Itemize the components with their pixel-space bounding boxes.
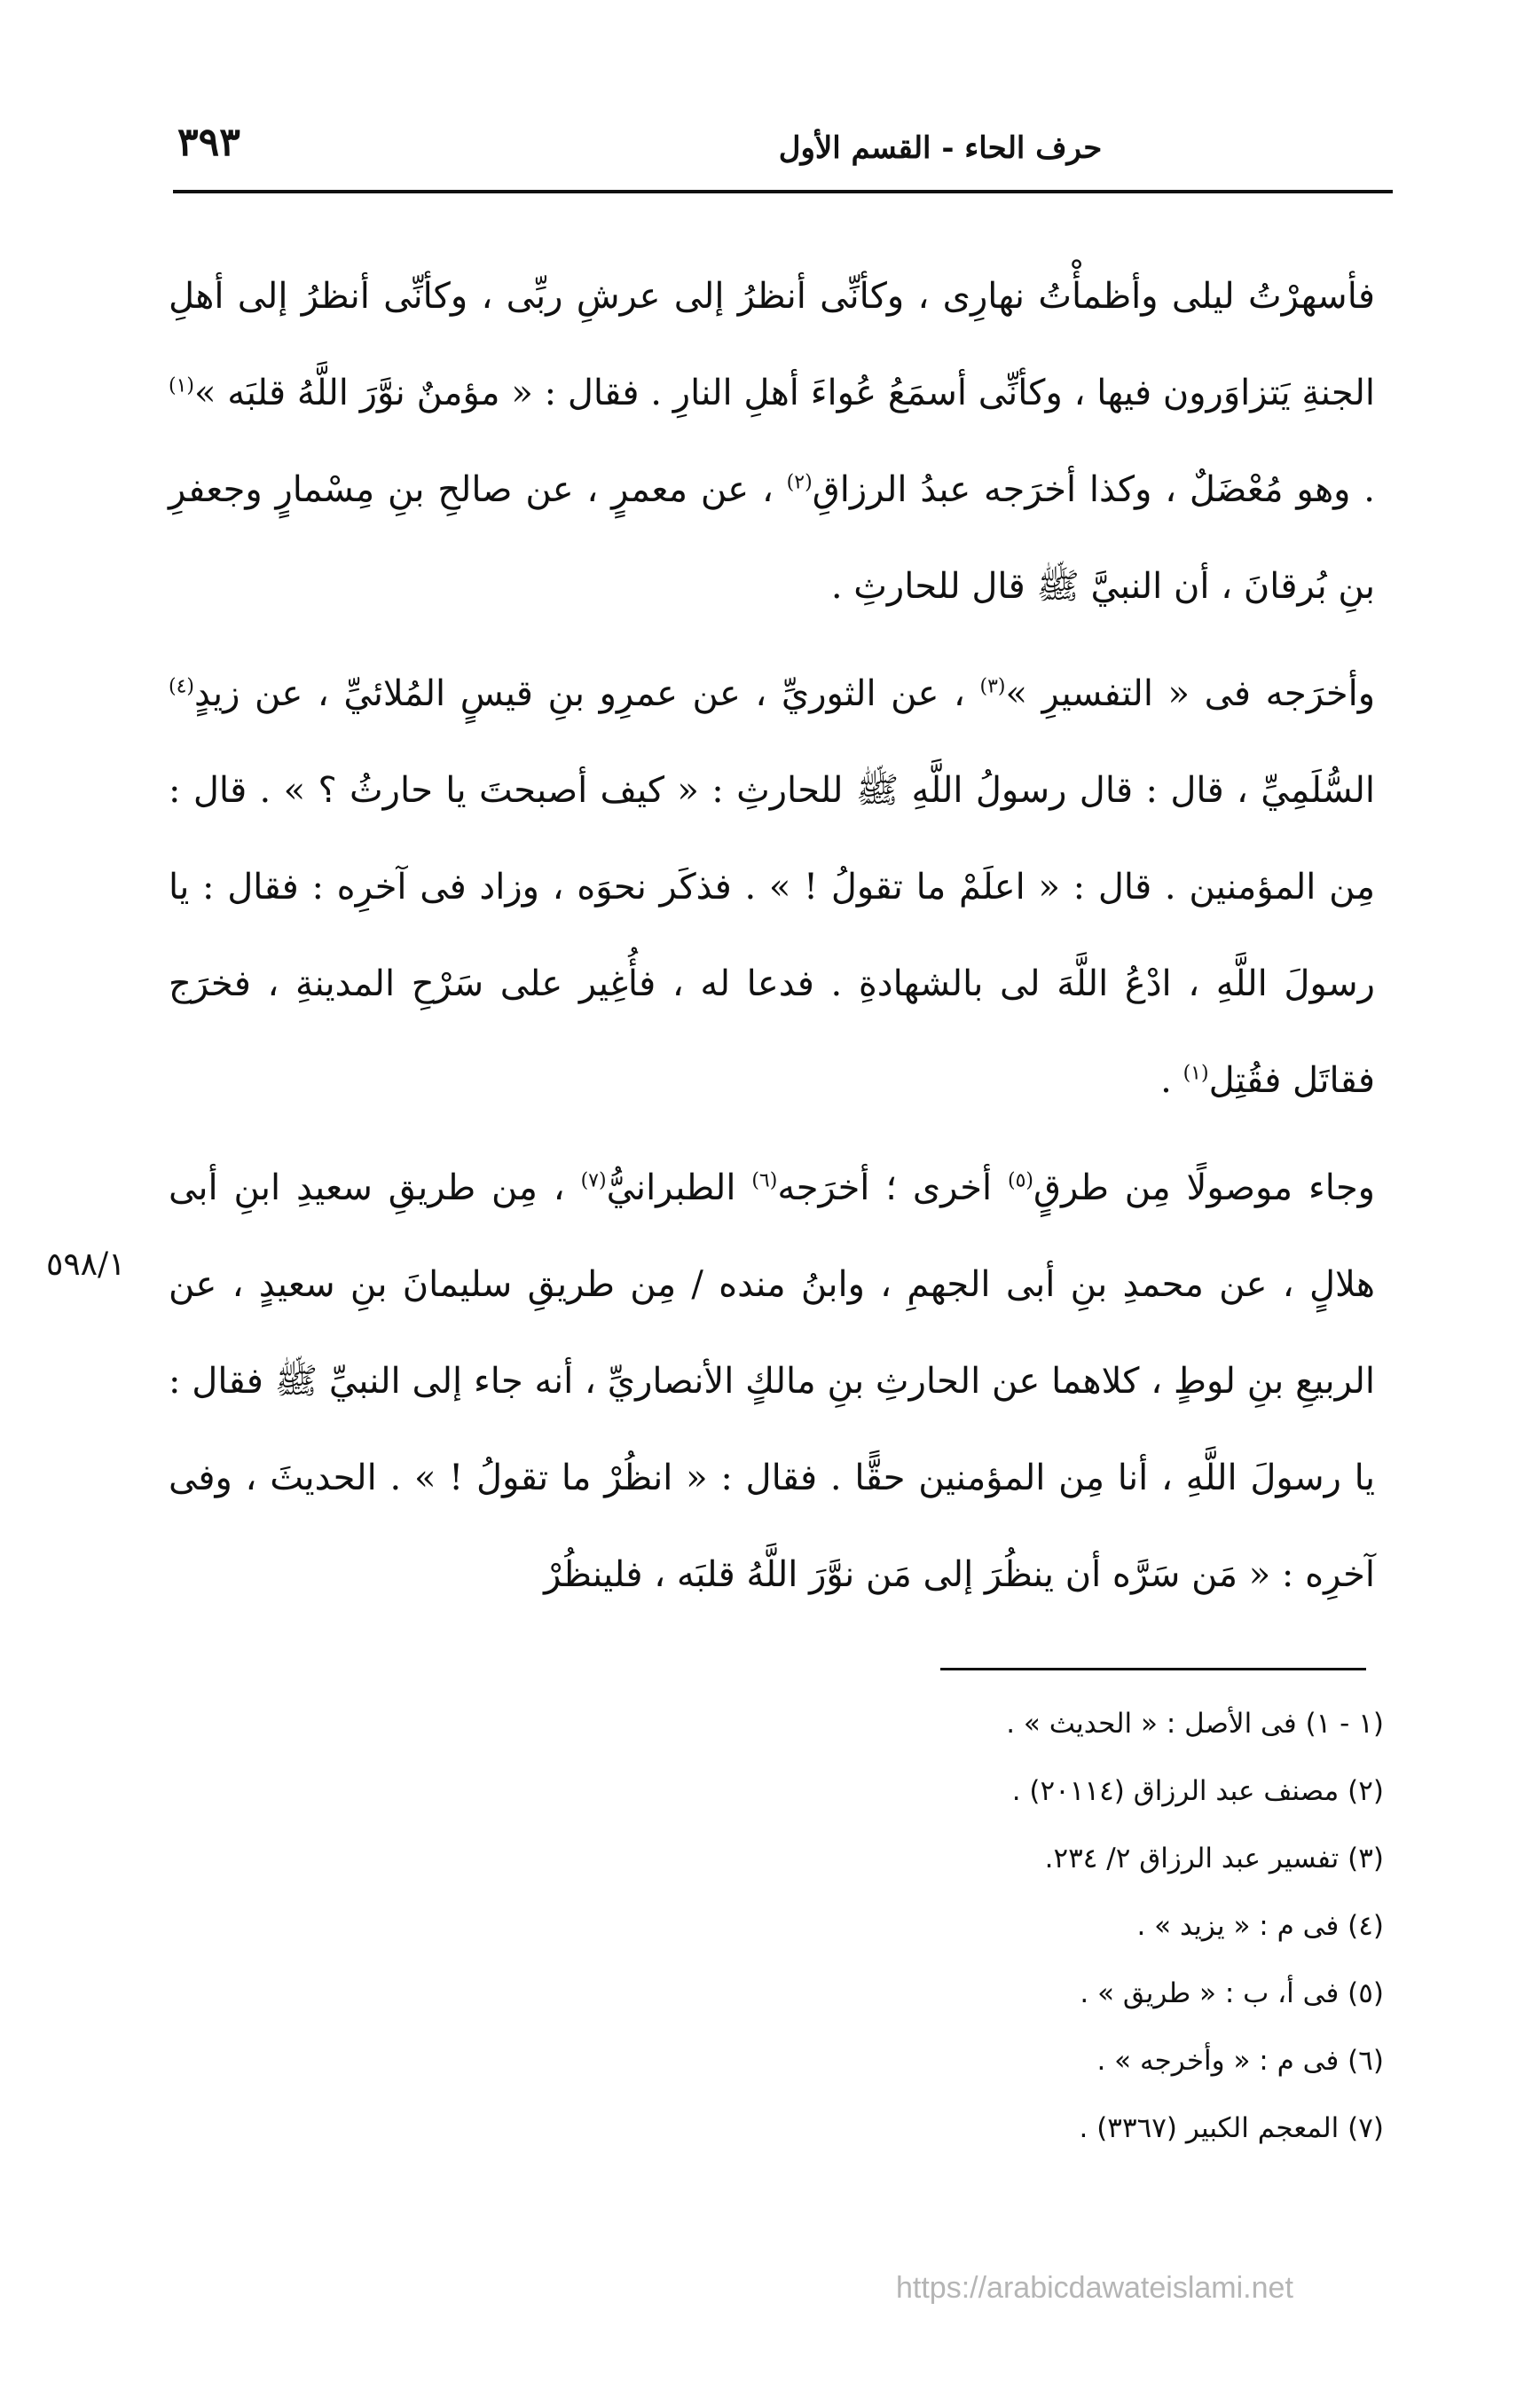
footnote: (٥) فى أ، ب : « طريق » . xyxy=(1080,1977,1384,2009)
paragraph-text: السُّلَمِيِّ ، قال : قال رسولُ اللَّهِ ﷺ للحارثِ : « كيف أصبحتَ يا حارثُ ؟ » . قال : مِن المؤمنين . قال : « اعلَمْ ما تقولُ ! » . فذكَر نحوَه ، وزاد فى آخرِه : فقال : يا رسولَ اللَّهِ ، ادْعُ اللَّهَ لى بالشهادةِ . فدعا له ، فأُغِير على سَرْحِ المدينةِ ، فخرَج فقاتَل فقُتِل xyxy=(169,770,1375,1101)
watermark-url: https://arabicdawateislami.net xyxy=(896,2271,1293,2305)
footnote: (٦) فى م : « وأخرجه » . xyxy=(1096,2045,1384,2077)
paragraph-text: . xyxy=(1160,1060,1183,1101)
paragraph-text: أخرى ؛ أخرَجه xyxy=(777,1167,1008,1208)
page-number: ٣٩٣ xyxy=(177,120,240,165)
footnote: (٧) المعجم الكبير (٣٣٦٧) . xyxy=(1079,2112,1384,2144)
footnote: (١ - ١) فى الأصل : « الحديث » . xyxy=(1006,1708,1384,1740)
paragraph-text: فأسهرْتُ ليلى وأظمأْتُ نهارِى ، وكأنِّى أنظرُ إلى عرشِ ربِّى ، وكأنِّى أنظرُ إلى أهلِ الجنةِ يَتزاوَرون فيها ، وكأنِّى أسمَعُ عُواءَ أهلِ النارِ . فقال : « مؤمنٌ نوَّرَ اللَّهُ قلبَه » xyxy=(169,276,1375,413)
footnote: (٣) تفسير عبد الرزاق ٢/ ٢٣٤. xyxy=(1044,1843,1384,1874)
footnote: (٤) فى م : « يزيد » . xyxy=(1136,1910,1384,1942)
footnotes xyxy=(710,1690,1384,2162)
header-rule xyxy=(173,190,1393,193)
footnote-marker: (٧) xyxy=(580,1169,607,1192)
footnote-marker: (٢) xyxy=(786,471,813,494)
paragraph xyxy=(169,1140,1375,1623)
footnote-marker: (١) xyxy=(1182,1062,1209,1085)
footnote-rule xyxy=(940,1668,1366,1670)
footnote-marker: (١) xyxy=(169,374,195,397)
footnote: (٢) مصنف عبد الرزاق (٢٠١١٤) . xyxy=(1011,1775,1384,1807)
footnote-marker: (٥) xyxy=(1007,1169,1033,1192)
running-title: حرف الحاء - القسم الأول xyxy=(778,130,1103,166)
footnote-marker: (٦) xyxy=(751,1169,778,1192)
paragraph-text: ، مِن طريقِ سعيدِ ابنِ أبى هلالٍ ، عن محمدِ بنِ أبى الجهمِ ، وابنُ منده / مِن طريقِ سليمانَ بنِ سعيدٍ ، عن الربيعِ بنِ لوطٍ ، كلاهما عن الحارثِ بنِ مالكٍ الأنصاريِّ ، أنه جاء إلى النبيِّ ﷺ فقال : يا رسولَ اللَّهِ ، أنا مِن المؤمنين حقًّا . فقال : « انظُرْ ما تقولُ ! » . الحديثَ ، وفى آخرِه : « مَن سَرَّه أن ينظُرَ إلى مَن نوَّرَ اللَّهُ قلبَه ، فلينظُرْ xyxy=(169,1167,1375,1595)
paragraph-text: . وهو مُعْضَلٌ ، وكذا أخرَجه عبدُ الرزاقِ xyxy=(812,469,1375,510)
paragraph-text: ، عن الثوريِّ ، عن عمرِو بنِ قيسٍ المُلائيِّ ، عن زيدٍ xyxy=(194,673,980,714)
paragraph-text: وأخرَجه فى « التفسيرِ » xyxy=(1005,673,1376,714)
paragraph xyxy=(169,646,1375,1129)
footnote-marker: (٣) xyxy=(979,675,1006,698)
paragraph-text: وجاء موصولًا مِن طرقٍ xyxy=(1033,1167,1375,1208)
footnote-marker: (٤) xyxy=(169,675,195,698)
main-text xyxy=(169,248,1375,1623)
margin-reference: ٥٩٨/١ xyxy=(46,1246,126,1283)
page-header xyxy=(169,120,1393,173)
paragraph-text: ، عن معمرٍ ، عن صالحِ بنِ مِسْمارٍ وجعفرِ بنِ بُرقانَ ، أن النبيَّ ﷺ قال للحارثِ . xyxy=(169,469,1375,607)
paragraph xyxy=(169,248,1375,635)
paragraph-text: الطبرانيُّ xyxy=(606,1167,752,1208)
